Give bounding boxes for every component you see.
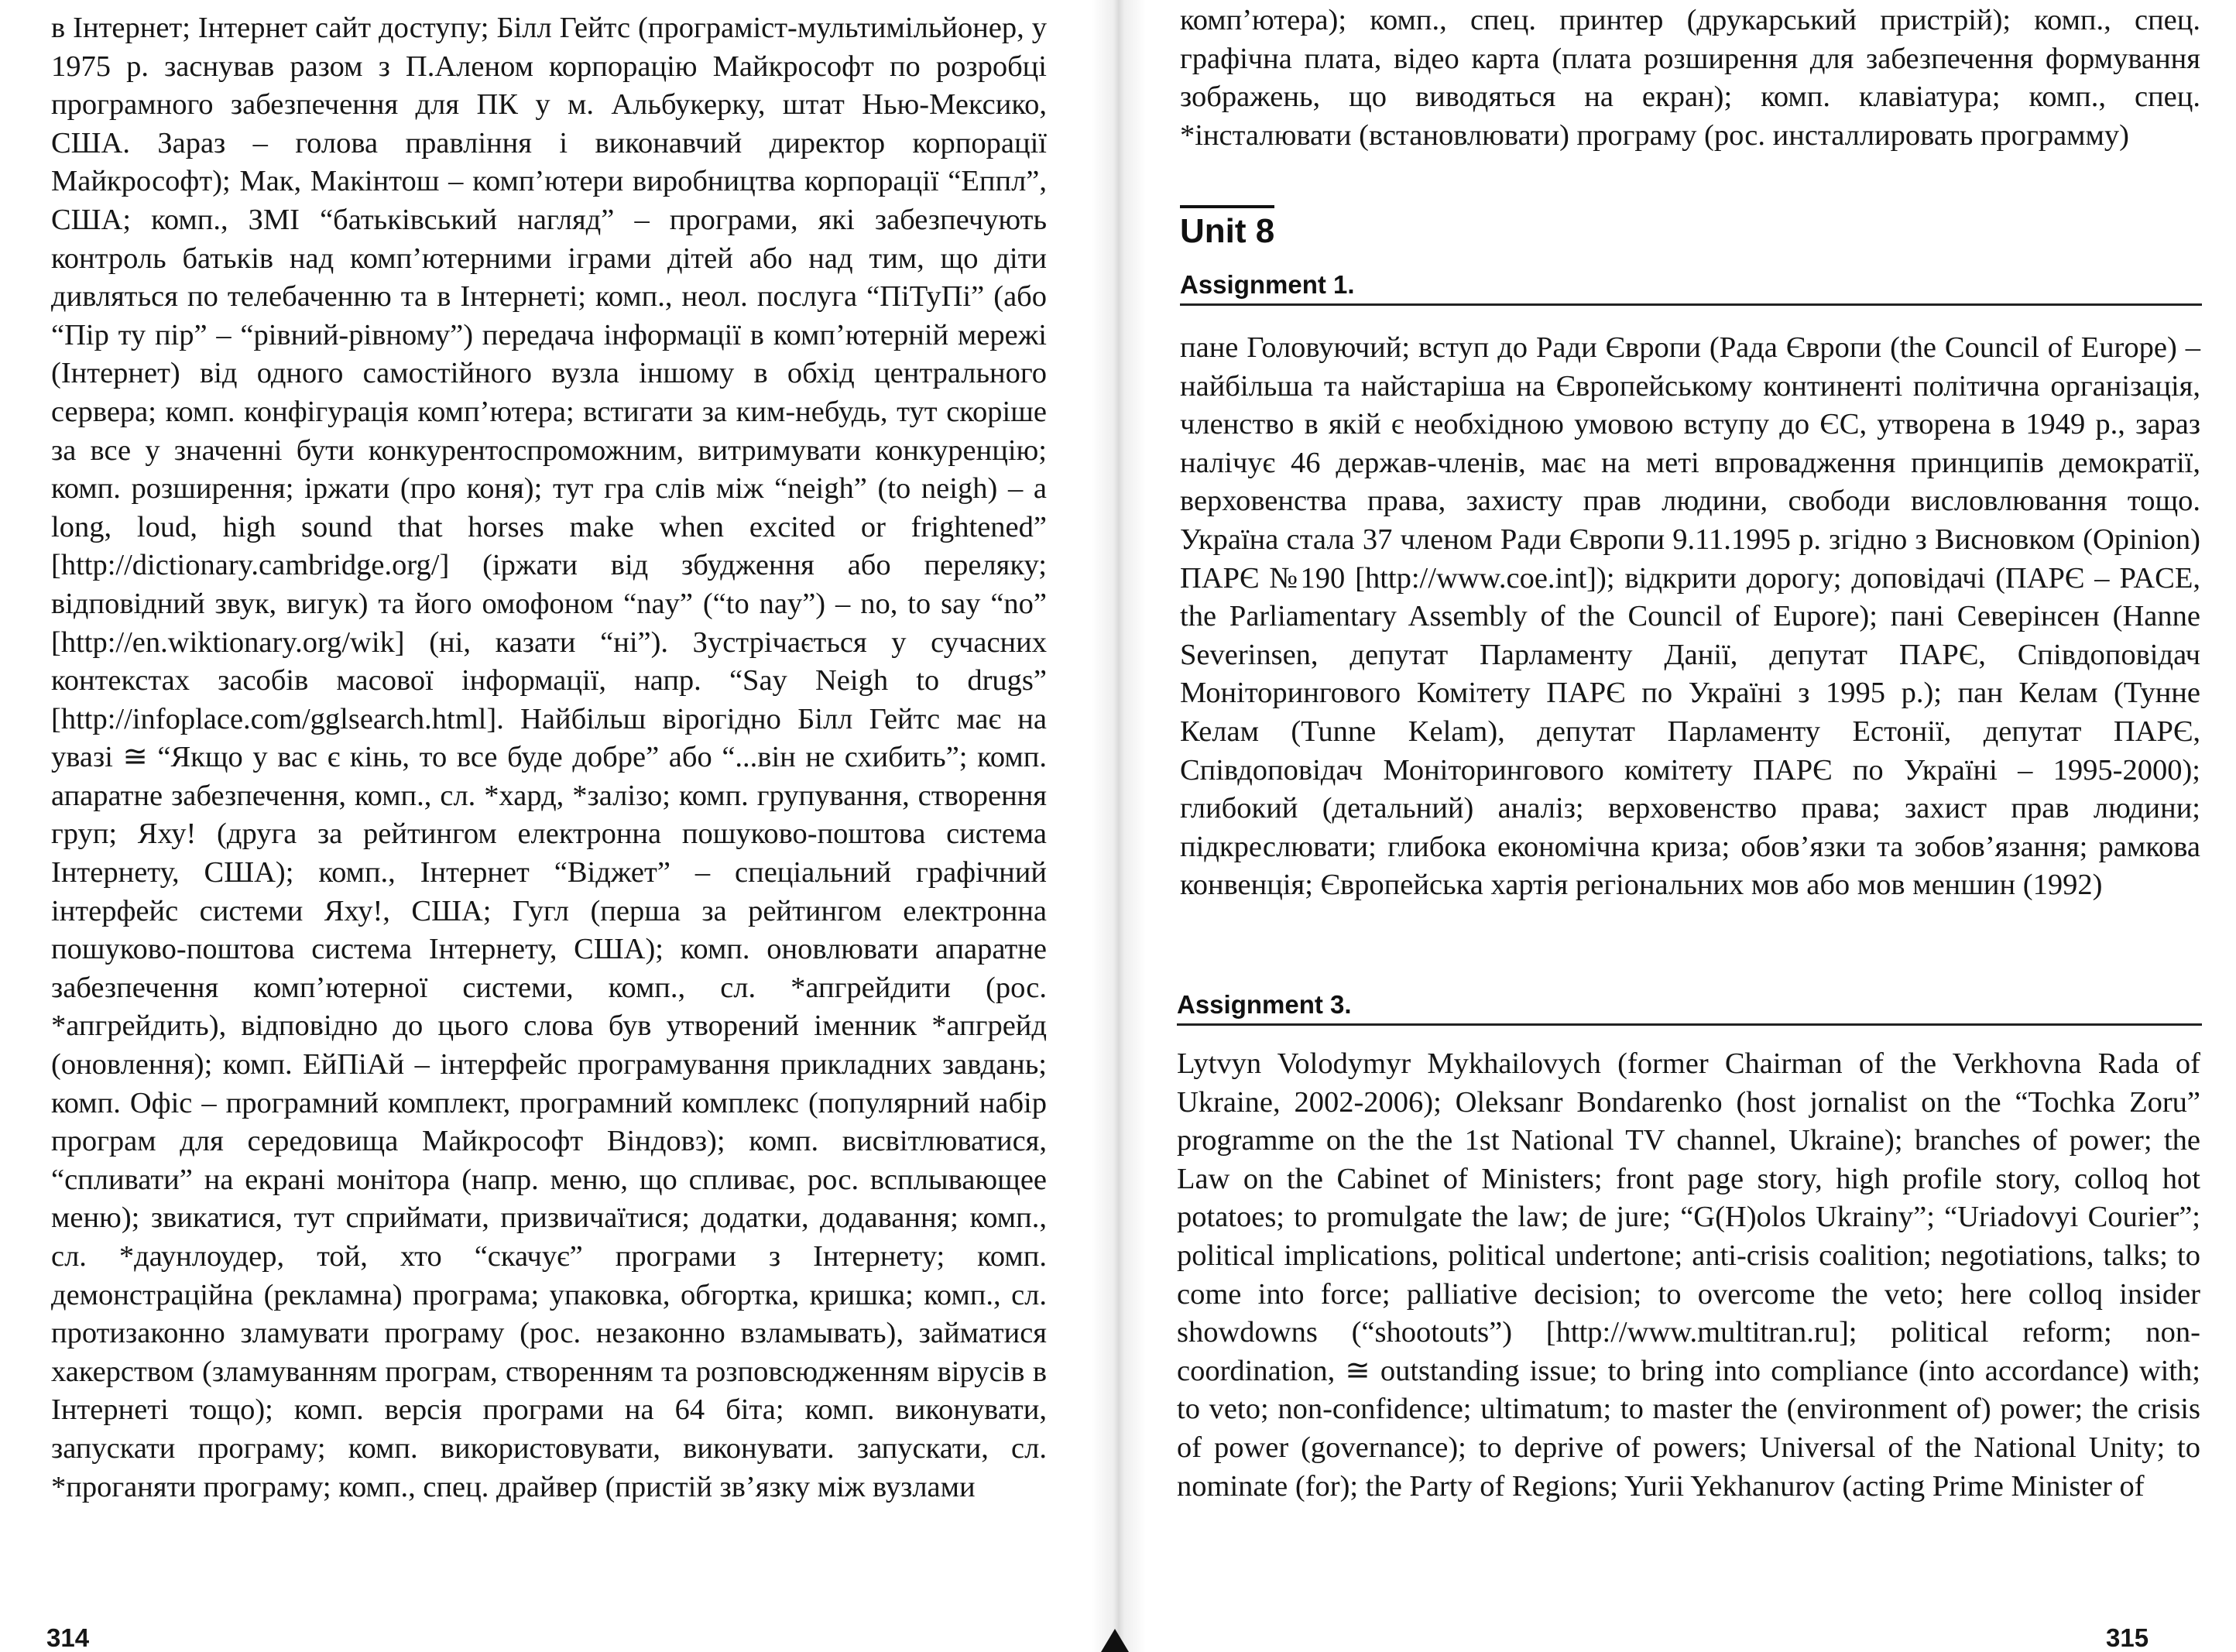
- assignment-3-paragraph: Lytvyn Volodymyr Mykhailovych (former Chairman of the Verkhovna Rada of Ukraine, 2002-2006); Oleksanr Bondarenko (host jornalist on the “Tochka Zoru” programme on the the 1st National TV channel, Ukraine); branches of power; the Law on the Cabinet of Ministers; front page story, high profile story, colloq hot potatoes; to promulgate the law; de jure; “G(H)olos Ukrainy”; “Uriadovyi Courier”; political implications, political undertone; anti-crisis coalition; negotiations, talks; to come into force; palliative decision; to overcome the veto; here colloq insider showdowns (“shootouts”) [http://www.multitran.ru]; political reform; non-coordination, ≅ outstanding issue; to bring into compliance (into accordance) with; to veto; non-confidence; ultimatum; to master the (environment of) power; the crisis of power (governance); to deprive of powers; Universal of the National Unity; to nominate (for); the Party of Regions; Yurii Yekhanurov (acting Prime Minister of: [1177, 1047, 2200, 1503]
- right-page-continuation-text: [1180, 2, 2200, 155]
- book-gutter: [1092, 0, 1146, 1652]
- gutter-triangle-icon: [1101, 1629, 1129, 1652]
- assignment-3-divider: [1177, 1023, 2202, 1026]
- left-page-paragraph: в Інтернет; Інтернет сайт доступу; Білл Гейтс (програміст-мультимільйонер, у 1975 р. заснував разом з П.Аленом корпорацію Майкрософт по розробці програмного забезпечення для ПК у м. Альбукерку, штат Нью-Мексико, США. Зараз – голова правління і виконавчий директор корпорації Майкрософт); Мак, Макінтош – комп’ютери виробництва корпорації “Еппл”, США; комп., ЗМІ “батьківський нагляд” – програми, які забезпечують контроль батьків над комп’ютерними іграми дітей або над тим, що діти дивляться по телебаченню та в Інтернеті; комп., неол. послуга “ПіТуПі” (або “Пір ту пір” – “рівний-рівному”) передача інформації в комп’ютерній мережі (Інтернет) від одного самостійного вузла іншому в обхід центрального сервера; комп. конфігурація комп’ютера; встигати за ким-небудь, тут скоріше за все у значенні бути конкурентоспроможним, витримувати конкуренцію; комп. розширення; іржати (про коня); тут гра слів між “neigh” (to neigh) – a long, loud, high sound that horses make when excited or frightened” [http://dictionary.cambridge.org/] (іржати від збудження або переляку; відповідний звук, вигук) та його омофоном “nay” (“to nay”) – no, to say “no” [http://en.wiktionary.org/wik] (ні, казати “ні”). Зустрічається у сучасних контекстах засобів масової інформації, напр. “Say Neigh to drugs” [http://infoplace.com/gglsearch.html]. Найбільш вірогідно Білл Гейтс має на увазі ≅ “Якщо у вас є кінь, то все буде добре” або “...він не схибить”; комп. апаратне забезпечення, комп., сл. *хард, *залізо; комп. групування, створення груп; Яху! (друга за рейтингом електронна пошуково-поштова система Інтернету, США); комп., Інтернет “Віджет” – спеціальний графічний інтерфейс системи Яху!, США; Гугл (перша за рейтингом електронна пошуково-поштова система Інтернету, США); комп. оновлювати апаратне забезпечення комп’ютерної системи, комп., сл. *апгрейдити (рос. *апгрейдить), відповідно до цього слова був утворений іменник *апгрейд (оновлення); комп. ЕйПіАй – інтерфейс програмування прикладних завдань; комп. Офіс – програмний комплект, програмний комплекс (популярний набір програм для середовища Майкрософт Віндовз); комп. висвітлюватися, “спливати” на екрані монітора (напр. меню, що спливає, рос. всплывающее меню); звикатися, тут сприймати, призвичаїтися; додатки, додавання; комп., сл. *даунлоудер, той, хто “скачує” програми з Інтернету; комп. демонстраційна (рекламна) програма; упаковка, обгортка, кришка; комп., сл. протизаконно зламувати програму (рос. незаконно взламывать), займатися хакерством (зламуванням програм, створенням та розповсюдженням вірусів в Інтернеті тощо); комп. версія програми на 64 біта; комп. виконувати, запускати програму; комп. використовувати, виконувати. запускати, сл. *проганяти програму; комп., спец. драйвер (пристій зв’язку між вузлами: [51, 12, 1047, 1503]
- unit-title: Unit 8: [1180, 205, 1274, 252]
- continuation-paragraph: комп’ютера); комп., спец. принтер (друкарський пристрій); комп., спец. графічна плата, відео карта (плата розширення для забезпечення формування зображень, що виводяться на екран); комп. клавіатура; комп., спец. *інсталювати (встановлювати) програму (рос. инсталлировать программу): [1180, 4, 2200, 152]
- assignment-1-heading: Assignment 1.: [1180, 270, 1355, 299]
- right-page: [1115, 0, 2236, 1652]
- left-page-body-text: [51, 9, 1047, 1506]
- assignment-3-heading: Assignment 3.: [1177, 990, 1352, 1019]
- assignment-1-paragraph: пане Головуючий; вступ до Ради Європи (Рада Європи (the Council of Europe) – найбільша та найстаріша на Європейському континенті політична організація, членство в якій є необхідною умовою вступу до ЄС, утворена в 1949 р., зараз налічує 46 держав-членів, має на меті впровадження принципів демократії, верховенства права, захисту прав людини, свободи висловлювання тощо. Україна стала 37 членом Ради Європи 9.11.1995 р. згідно з Висновком (Opinion) ПАРЄ №190 [http://www.coe.int]); відкрити дорогу; доповідачі (ПАРЄ – PACE, the Parliamentary Assembly of the Council of Eupore); пані Северінсен (Hanne Severinsen, депутат Парламенту Данії, депутат ПАРЄ, Співдоповідач Моніторингового Комітету ПАРЄ по Україні з 1995 р.); пан Келам (Тунне Келам (Tunne Kelam), депутат Парламенту Естонії, депутат ПАРЄ, Співдоповідач Моніторингового комітету ПАРЄ по Україні – 1995-2000); глибокий (детальний) аналіз; верховенство права; захист прав людини; підкреслювати; глибока економічна криза; обов’язки та зобов’язання; рамкова конвенція; Європейська хартія регіональних мов або мов меншин (1992): [1180, 331, 2200, 902]
- left-page-number: 314: [46, 1623, 90, 1652]
- assignment-1-divider: [1180, 303, 2202, 306]
- assignment-1-body: [1180, 329, 2200, 905]
- right-page-number: 315: [2106, 1623, 2149, 1652]
- left-page: [0, 0, 1115, 1652]
- assignment-3-body: [1177, 1045, 2200, 1506]
